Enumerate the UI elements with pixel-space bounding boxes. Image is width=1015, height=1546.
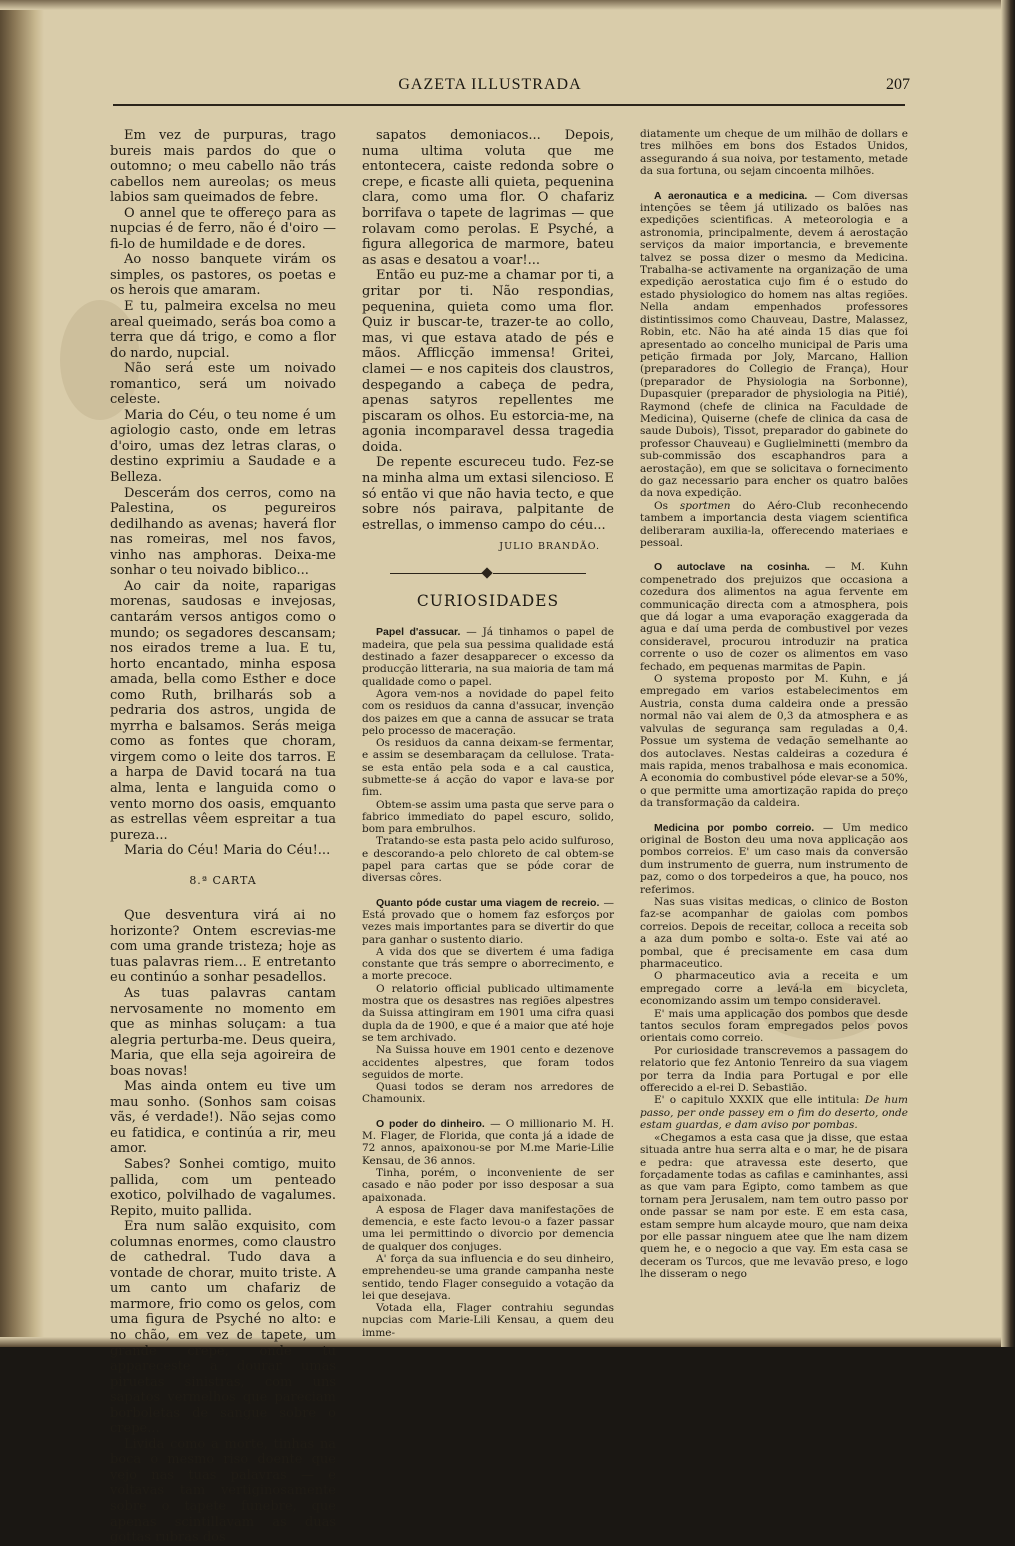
page-right-edge bbox=[1001, 0, 1015, 1347]
paragraph: Então eu puz-me a chamar por ti, a gritar por ti. Não respondias, pequenina, quieta como uma flor. Quiz ir buscar-te, trazer-te ao collo, mas, vi que estava atado de pés e mãos. Afflicção immensa! Gritei, clamei — e nos capiteis dos claustros, despegando a cabeça de pedra, apenas satyros repellentes me piscaram os olhos. Eu estorcia-me, na agonia incomparavel dessa tragedia doida. bbox=[362, 268, 614, 455]
article-text: — Um medico original de Boston deu uma nova applicação aos pombos correios. E' um caso mais da conversão dum instrumento de guerra, num instrumento de paz, como o dos torpedeiros a que, ha pouco, nos referimos. bbox=[640, 821, 908, 896]
paragraph: E' mais uma applicação dos pombos que desde tantos seculos foram empregados pelos povos orientais como correio. bbox=[640, 1007, 908, 1045]
italic-term: sportmen bbox=[679, 499, 731, 512]
paragraph: Ao cair da noite, raparigas morenas, saudosas e invejosas, cantarám versos antigos como o mundo; os segadores descansam; nos eirados treme a lua. E tu, horto encantado, minha esposa amada, bella como Esther e doce como Ruth, brilharás sob a pedraria dos astros, ungida de myrrha e balsamos. Serás meiga como as fontes que choram, virgem como o leite dos tarros. E a harpa de David tocará na tua alma, lenta e languida como o vento morno dos oasis, emquanto as estrellas vêem espreitar a tua pureza... bbox=[110, 578, 336, 843]
article-text: — Está provado que o homem faz esforços por vezes mais importantes para se divertir do que para ganhar o sustento diario. bbox=[362, 896, 614, 946]
article-paragraph bbox=[362, 1118, 614, 1167]
article-text: E' o capitulo XXXIX que elle intitula: bbox=[654, 1094, 865, 1107]
paragraph: Tratando-se esta pasta pelo acido sulfuroso, e descorando-a pelo chloreto de cal obtem-se papel para cartas que se póde corar de diversas côres. bbox=[362, 835, 614, 885]
divider-diamond bbox=[481, 568, 492, 579]
paragraph: Maria do Céu, o teu nome é um agiologio casto, onde em letras d'oiro, umas dez letras claras, o destino exprimiu a Saudade e a Belleza. bbox=[110, 407, 336, 486]
article-paragraph bbox=[640, 190, 908, 500]
paragraph: Quasi todos se deram nos arredores de Chamounix. bbox=[362, 1081, 614, 1106]
paragraph: O relatorio official publicado ultimamente mostra que os desastres nas regiões alpestres da Suissa attingiram em 1901 uma cifra quasi dupla da de 1900, e que é a maior que até hoje se tem archivado. bbox=[362, 982, 614, 1044]
running-head-title: GAZETA ILLUSTRADA bbox=[398, 76, 582, 93]
column-left bbox=[110, 128, 336, 1546]
paragraph: A' força da sua influencia e do seu dinheiro, emprehendeu-se uma grande campanha neste sentido, tendo Flager conseguido a votação da lei que desejava. bbox=[362, 1252, 614, 1302]
author-signature: JULIO BRANDÃO. bbox=[499, 541, 600, 553]
article-paragraph bbox=[640, 561, 908, 673]
page-binding-shadow bbox=[0, 0, 44, 1347]
section-title: CURIOSIDADES bbox=[416, 592, 560, 611]
paragraph: Por curiosidade transcrevemos a passagem do relatorio que fez Antonio Tenreiro da sua viagem por terra da India para Portugal e por elle offerecido a el-rei D. Sebastião. bbox=[640, 1044, 908, 1095]
ornament-divider bbox=[362, 568, 614, 580]
article-lead: O autoclave na cosinha. bbox=[654, 561, 810, 574]
article-paragraph bbox=[640, 822, 908, 896]
article-text: — M. Kuhn compenetrado dos prejuizos que occasiona a cozedura dos alimentos na agua fervente em communicação directa com a atmosphera, pois que dá logar a uma evaporação exaggerada da agua e daí uma perda de combustivel por vezes consideravel, procurou introduzir na pratica corrente o uso de cozer os alimentos em vaso fechado, em pequenas marmitas de Papin. bbox=[640, 561, 908, 673]
article-lead: Papel d'assucar. bbox=[376, 626, 461, 639]
paragraph: Ao nosso banquete virám os simples, os pastores, os poetas e os herois que amaram. bbox=[110, 252, 336, 299]
article-lead: O poder do dinheiro. bbox=[376, 1117, 485, 1130]
article-text: Os bbox=[654, 499, 680, 512]
paragraph: Os residuos da canna deixam-se fermentar, e assim se desembaraçam da cellulose. Trata-se esta então pela soda e a cal caustica, submette-se á acção do vapor e lava-se por fim. bbox=[362, 737, 614, 799]
divider-line bbox=[493, 573, 586, 574]
paragraph: O systema proposto por M. Kuhn, e já empregado em varios estabelecimentos em Austria, consta duma caldeira onde a pressão normal não vai alem de 0,3 da atmosphera e as valvulas de segurança sam reguladas a 0,4. Possue um systema de vedação semelhante ao dos autoclaves. Nestas caldeiras a cozedura é mais rapida, menos trabalhosa e mais economica. A economia do combustivel póde elevar-se a 50%, o que permitte uma amortização rapida do preço da transformação da caldeira. bbox=[640, 673, 908, 810]
paragraph: Não será este um noivado romantico, será um noivado celeste. bbox=[110, 361, 336, 408]
article-text: do Aéro-Club reconhecendo tambem a importancia desta viagem scientifica deliberaram auxilia-la, offerecendo materiaes e pessoal. bbox=[640, 499, 908, 549]
paragraph: Mas ainda ontem eu tive um mau sonho. (Sonhos sam coisas vãs, é verdade!). Não sejas como eu fatidica, e continúa a rir, meu amor. bbox=[110, 1079, 336, 1157]
article-paragraph bbox=[640, 500, 908, 550]
paragraph: O pharmaceutico avia a receita e um empregado corre a levá-la em bicycleta, economizando assim um tempo consideravel. bbox=[640, 970, 908, 1008]
column-right bbox=[640, 128, 908, 1281]
paragraph: diatamente um cheque de um milhão de dollars e tres milhões em bons dos Estados Unidos, assegurando á sua noiva, por testamento, metade da sua fortuna, ou sejam cincoenta milhões. bbox=[640, 128, 908, 178]
column-middle bbox=[362, 128, 614, 1339]
paragraph: De repente escureceu tudo. Fez-se na minha alma um extasi silencioso. E só então vi que não havia tecto, e que sobre nós pairava, palpitante de estrellas, o immenso campo do céu... bbox=[362, 455, 614, 533]
paragraph: Votada ella, Flager contrahiu segundas nupcias com Marie-Lili Kensau, a quem deu imme- bbox=[362, 1302, 614, 1339]
paragraph: sapatos demoniacos... Depois, numa ultima voluta que me entontecera, caiste redonda sobre o crepe, e ficaste alli quieta, pequenina clara, como uma flor. O chafariz borrifava o tapete de lagrimas — que rolavam como perolas. E Psyché, a figura allegorica de marmore, bateu as asas e desatou a voar!... bbox=[362, 128, 614, 268]
paragraph: O annel que te offereço para as nupcias é de ferro, não é d'oiro — fi-lo de humildade e de dores. bbox=[110, 205, 336, 252]
paragraph: Obtem-se assim uma pasta que serve para o fabrico immediato do papel escuro, solido, bom para embrulhos. bbox=[362, 798, 614, 836]
paragraph: A vida dos que se divertem é uma fadiga constante que trás sempre o aborrecimento, e a morte precoce. bbox=[362, 945, 614, 983]
paragraph: Era num salão exquisito, com columnas enormes, como claustro de cathedral. Tudo dava a vontade de chorar, muito triste. A um canto um chafariz de marmore, frio como os gelos, com uma figura de Psyché no alto: e no chão, em vez de tapete, um grande crepe, onde tu appareceste a dourar umas piruetas sinistras, com uns sapatos vermelhos que pareciam borboletas de sangue sobre o crepe... bbox=[110, 1219, 336, 1437]
article-paragraph bbox=[362, 626, 614, 687]
paragraph: Tinha, porém, o inconveniente de ser casado e não poder por isso desposar a sua apaixonada. bbox=[362, 1166, 614, 1204]
paragraph: Em vez de purpuras, trago bureis mais pardos do que o outomno; o meu cabello não trás cabellos nem aureolas; os meus labios sam queimados de febre. bbox=[110, 128, 336, 206]
paragraph: E tu, palmeira excelsa no meu areal queimado, serás boa como a terra que dá trigo, e como a flor do nardo, nupcial. bbox=[110, 299, 336, 361]
article-lead: Quanto póde custar uma viagem de recreio. bbox=[376, 896, 600, 909]
article-lead: A aeronautica e a medicina. bbox=[654, 189, 808, 202]
article-text: — Já tinhamos o papel de madeira, que pela sua pessima qualidade está destinado a fazer desapparecer o excesso da producção litteraria, na sua maioria de tam má qualidade como o papel. bbox=[362, 626, 614, 688]
paragraph: «Chegamos a esta casa que ja disse, que estaa situada antre hua serra alta e o mar, he de pisara e pedra: que atravessa este deserto, que forçadamente todas as cafilas e caminhantes, assi as que vam para Egipto, como tambem as que tornam pera Jerusalem, nam tem outro passo por onde passar se nam por este. E em esta casa, estam sempre hum alcayde mouro, que nam deixa por elle passar ninguem atee que lhe nam dizem quem he, e o negocio a que vay. Em esta casa se deceram os Turcos, que me levavão preso, e logo lhe disseram o nego bbox=[640, 1131, 908, 1281]
article-paragraph bbox=[362, 897, 614, 946]
paragraph: Descerám dos cerros, como na Palestina, os pegureiros dedilhando as avenas; haverá flor nas romeiras, mel nos favos, vinho nas amphoras. Deixa-me sonhar o teu noivado biblico... bbox=[110, 485, 336, 579]
header-rule bbox=[113, 104, 905, 106]
divider-line bbox=[390, 573, 483, 574]
section-heading: 8.ª CARTA bbox=[189, 873, 257, 887]
page-top-edge bbox=[0, 0, 1015, 10]
paragraph: Livida como a morte, tinhas na boca o mesmo riso doente que vejo nas tuas palavras — e voltavas tam vertiginosamente sobre o tapete funebre, que apenas scintillavam as duas gottas rubras dos bbox=[110, 1436, 336, 1546]
paragraph: A esposa de Flager dava manifestações de demencia, e este facto levou-o a fazer passar uma lei permittindo o divorcio por demencia de qualquer dos conjuges. bbox=[362, 1203, 614, 1253]
paragraph: As tuas palavras cantam nervosamente no momento em que as minhas soluçam: a tua alegria perturba-me. Deus queira, Maria, que ella seja agoireira de boas novas! bbox=[110, 985, 336, 1079]
article-text: — Com diversas intenções se têem já utilizado os balões nas expedições scientificas. A meteorologia e a astronomia, principalmente, devem á aerostação serviços da maior importancia, e brevemente talvez se possa dizer o mesmo da Medicina. Trabalha-se activamente na organização de uma expedição aerostatica cujo fim é o estudo do estado physiologico do homem nas altas regiões. Nella andam empenhados professores distintissimos como Chauveau, Dastre, Malassez, Robin, etc. Não ha até ainda 15 dias que foi apresentado ao concelho municipal de Paris uma petição firmada por Joly, Marcano, Hallion (preparadores do Collegio de França), Hour (preparador de Physiologia na Sorbonne), Dupasquier (preparador de physiologia na Pitié), Raymond (chefe de clinica na Faculdade de Medicina), Quiserne (chefe de clinica da casa de saude Dubois), Tissot, preparador do gabinete do professor Chauveau) e Guglielminetti (membro da sub-commissão dos escaphandros para a aerostação), em que se solicitava o fornecimento do gaz necessario para encher os quatro balões da nova expedição. bbox=[640, 189, 908, 500]
paragraph: Agora vem-nos a novidade do papel feito com os residuos da canna d'assucar, invenção dos paizes em que a canna de assucar se trata pelo processo de maceração. bbox=[362, 687, 614, 737]
paragraph: Que desventura virá ai no horizonte? Ontem escrevias-me com uma grande tristeza; hoje as tuas palavras riem... E entretanto eu continúo a sonhar pesadellos. bbox=[110, 908, 336, 986]
paragraph: Na Suissa houve em 1901 cento e dezenove accidentes alpestres, que foram todos seguidos de morte. bbox=[362, 1044, 614, 1081]
article-lead: Medicina por pombo correio. bbox=[654, 821, 815, 834]
italic-title: De hum passo, per onde passey em o fim do deserto, onde estam guardas, e dam aviso por pombas. bbox=[640, 1094, 908, 1132]
page-number: 207 bbox=[886, 76, 910, 93]
article-paragraph bbox=[640, 1094, 908, 1131]
paragraph: Nas suas visitas medicas, o clinico de Boston faz-se acompanhar de gaiolas com pombos correios. Depois de receitar, colloca a receita sob a aza dum pombo e solta-o. Este vai até ao pombal, que é precisamente em casa dum pharmaceutico. bbox=[640, 895, 908, 970]
article-text: — O millionario M. H. M. Flager, de Florida, que conta já a idade de 72 annos, apaixonou-se por M.me Marie-Lilie Kensau, de 36 annos. bbox=[362, 1117, 615, 1167]
paragraph: Sabes? Sonhei comtigo, muito pallida, com um penteado exotico, polvilhado de vagalumes. Repito, muito pallida. bbox=[110, 1157, 336, 1219]
paragraph: Maria do Céu! Maria do Céu!... bbox=[124, 843, 331, 859]
